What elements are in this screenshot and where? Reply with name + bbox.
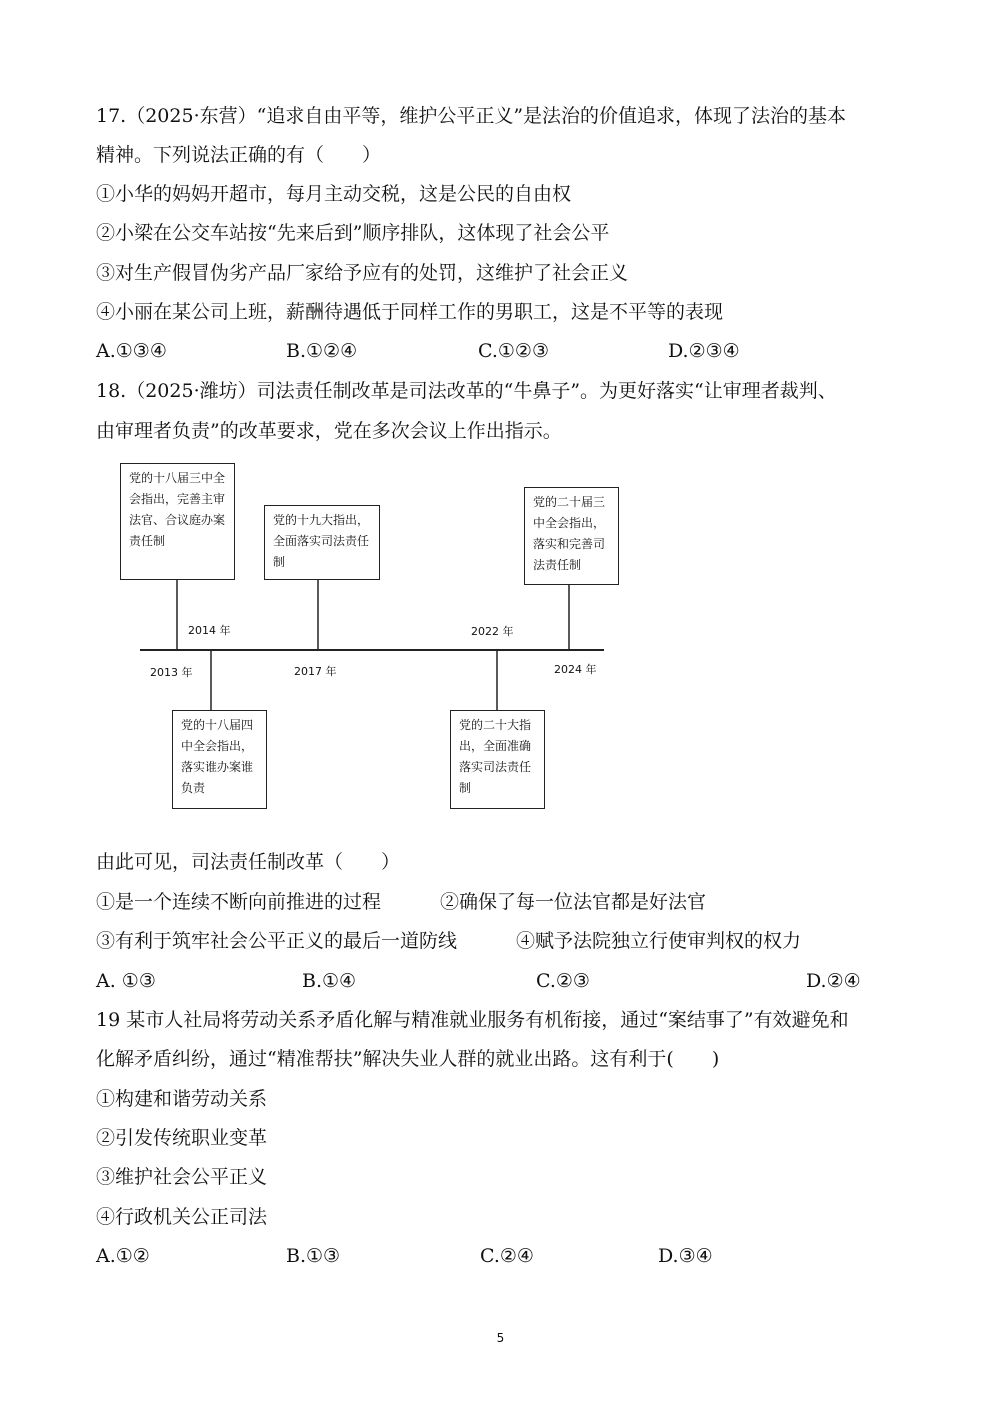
- timeline-year-2024: 2024 年: [554, 663, 597, 676]
- q19-statement-4: ④行政机关公正司法: [96, 1206, 268, 1228]
- q17-statement-4: ④小丽在某公司上班，薪酬待遇低于同样工作的男职工，这是不平等的表现: [96, 301, 724, 323]
- q19-statement-2: ②引发传统职业变革: [96, 1127, 268, 1149]
- q19-option-a[interactable]: A.①②: [96, 1245, 150, 1267]
- q18-stem-line1: 18.（2025·潍坊）司法责任制改革是司法改革的“牛鼻子”。为更好落实“让审理者裁判、: [96, 380, 837, 402]
- timeline-box-2022: 党的二十大指出，全面准确落实司法责任制: [450, 710, 545, 809]
- q18-option-b[interactable]: B.①④: [302, 970, 357, 992]
- q17-statement-3: ③对生产假冒伪劣产品厂家给予应有的处罚，这维护了社会正义: [96, 262, 629, 284]
- q19-stem-line1: 19 某市人社局将劳动关系矛盾化解与精准就业服务有机衔接，通过“案结事了”有效避免和: [96, 1009, 849, 1031]
- q19-option-d[interactable]: D.③④: [658, 1245, 713, 1267]
- q18-statement-1: ①是一个连续不断向前推进的过程: [96, 891, 382, 913]
- q17-option-d[interactable]: D.②③④: [668, 340, 740, 362]
- q18-statement-2: ②确保了每一位法官都是好法官: [440, 891, 707, 913]
- q18-options: [96, 969, 916, 993]
- timeline-box-2017: 党的十九大指出，全面落实司法责任制: [264, 505, 380, 580]
- timeline-year-2022: 2022 年: [471, 625, 514, 638]
- q19-stem-line2: 化解矛盾纠纷，通过“精准帮扶”解决失业人群的就业出路。这有利于( ): [96, 1048, 720, 1070]
- timeline-box-2024: 党的二十届三中全会指出，落实和完善司法责任制: [524, 487, 619, 585]
- q18-option-c[interactable]: C.②③: [536, 970, 590, 992]
- q18-option-a[interactable]: A. ①③: [96, 970, 156, 992]
- q17-option-c[interactable]: C.①②③: [478, 340, 549, 362]
- q17-option-b[interactable]: B.①②④: [286, 340, 358, 362]
- page-number: 5: [496, 1331, 505, 1345]
- q18-statements-row2: [96, 929, 916, 953]
- q17-statement-1: ①小华的妈妈开超市，每月主动交税，这是公民的自由权: [96, 183, 572, 205]
- q18-question: 由此可见，司法责任制改革（ ）: [96, 851, 401, 873]
- timeline-box-2014: 党的十八届四中全会指出，落实谁办案谁负责: [172, 710, 267, 809]
- q18-statement-3: ③有利于筑牢社会公平正义的最后一道防线: [96, 930, 458, 952]
- q19-option-c[interactable]: C.②④: [480, 1245, 534, 1267]
- timeline-year-2013: 2013 年: [150, 666, 193, 679]
- q17-statement-2: ②小梁在公交车站按“先来后到”顺序排队，这体现了社会公平: [96, 222, 610, 244]
- timeline-box-2013: 党的十八届三中全会指出，完善主审法官、合议庭办案责任制: [120, 463, 235, 580]
- q19-statement-1: ①构建和谐劳动关系: [96, 1088, 268, 1110]
- q18-stem-line2: 由审理者负责”的改革要求，党在多次会议上作出指示。: [96, 420, 562, 442]
- q18-statement-4: ④赋予法院独立行使审判权的权力: [516, 930, 802, 952]
- q17-stem-line1: 17.（2025·东营）“追求自由平等，维护公平正义”是法治的价值追求，体现了法治的基本: [96, 105, 847, 127]
- q19-statement-3: ③维护社会公平正义: [96, 1166, 268, 1188]
- q18-option-d[interactable]: D.②④: [806, 970, 861, 992]
- q19-options: [96, 1244, 916, 1268]
- timeline-year-2014: 2014 年: [188, 624, 231, 637]
- q18-statements-row1: [96, 890, 916, 914]
- q19-option-b[interactable]: B.①③: [286, 1245, 341, 1267]
- q17-stem-line2: 精神。下列说法正确的有（ ）: [96, 144, 382, 166]
- timeline-year-2017: 2017 年: [294, 665, 337, 678]
- q17-option-a[interactable]: A.①③④: [96, 340, 167, 362]
